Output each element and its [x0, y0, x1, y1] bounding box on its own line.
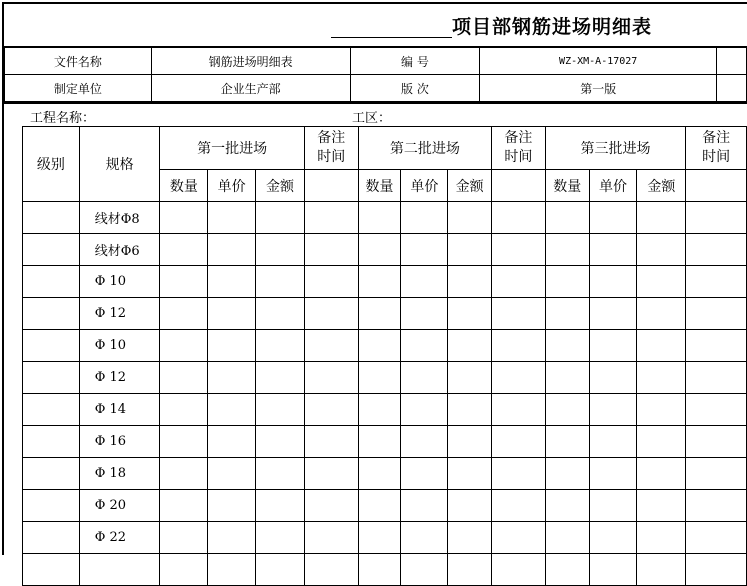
batch-2-qty-cell[interactable]: [358, 298, 401, 330]
title-row: [4, 4, 747, 48]
table-row: [23, 266, 747, 298]
batch-1-amount-cell[interactable]: [256, 234, 305, 266]
batch-2-note-cell[interactable]: [492, 266, 546, 298]
spec-cell[interactable]: 线材Φ6: [79, 234, 160, 266]
batch-1-qty-cell[interactable]: [160, 394, 208, 426]
batch-3-note-cell[interactable]: [686, 490, 747, 522]
table-row: [23, 522, 747, 554]
work-area-label: 工区：: [352, 111, 392, 126]
batch-3-note-cell[interactable]: [686, 234, 747, 266]
batch-2-price-header: 单价: [401, 170, 448, 202]
batch-3-note-cell[interactable]: [686, 202, 747, 234]
spec-cell[interactable]: Φ 18: [79, 458, 160, 490]
rebar-table: [22, 126, 747, 586]
level-cell[interactable]: [23, 202, 80, 234]
batch-1-price-cell[interactable]: [208, 458, 256, 490]
batch-1-amount-cell[interactable]: [256, 330, 305, 362]
level-cell[interactable]: [23, 522, 80, 554]
spec-header: 规格: [79, 127, 160, 202]
batch-2-price-cell[interactable]: [401, 394, 448, 426]
meta-table: [4, 47, 747, 102]
level-cell[interactable]: [23, 554, 80, 586]
number-value[interactable]: WZ-XM-A-17027: [480, 48, 717, 75]
batch-3-price-cell[interactable]: [589, 202, 637, 234]
batch-1-amount-cell[interactable]: [256, 522, 305, 554]
meta-row-unit: [5, 75, 747, 102]
batch-1-header: 第一批进场: [160, 127, 304, 170]
batch-1-qty-cell[interactable]: [160, 266, 208, 298]
batch-1-qty-cell[interactable]: [160, 202, 208, 234]
batch-1-amount-cell[interactable]: [256, 394, 305, 426]
batch-3-qty-cell[interactable]: [545, 458, 589, 490]
level-cell[interactable]: [23, 490, 80, 522]
edition-label: 版 次: [350, 75, 480, 102]
batch-2-qty-cell[interactable]: [358, 554, 401, 586]
batch-2-price-cell[interactable]: [401, 330, 448, 362]
batch-1-qty-cell[interactable]: [160, 490, 208, 522]
batch-1-note-cell[interactable]: [304, 394, 358, 426]
batch-2-price-cell[interactable]: [401, 266, 448, 298]
batch-3-price-cell[interactable]: [589, 266, 637, 298]
batch-1-note-cell[interactable]: [304, 522, 358, 554]
batch-1-price-cell[interactable]: [208, 394, 256, 426]
batch-1-note-cell[interactable]: [304, 266, 358, 298]
batch-2-qty-cell[interactable]: [358, 394, 401, 426]
batch-2-note-cell[interactable]: [492, 394, 546, 426]
meta-extra-cell[interactable]: [717, 48, 747, 75]
batch-3-qty-cell[interactable]: [545, 522, 589, 554]
table-row: [23, 330, 747, 362]
batch-2-price-cell[interactable]: [401, 522, 448, 554]
batch-2-amount-cell[interactable]: [448, 522, 492, 554]
batch-3-note-cell[interactable]: [686, 522, 747, 554]
batch-1-note-cell[interactable]: [304, 234, 358, 266]
batch-2-note-header: 备注时间: [492, 127, 546, 170]
meta-extra-cell[interactable]: [717, 75, 747, 102]
batch-3-note-cell[interactable]: [686, 426, 747, 458]
batch-3-note-cell[interactable]: [686, 298, 747, 330]
batch-3-price-cell[interactable]: [589, 362, 637, 394]
table-row: [23, 298, 747, 330]
batch-2-price-cell[interactable]: [401, 426, 448, 458]
table-row: [23, 362, 747, 394]
batch-2-price-cell[interactable]: [401, 202, 448, 234]
batch-3-amount-cell[interactable]: [637, 202, 686, 234]
batch-2-price-cell[interactable]: [401, 362, 448, 394]
batch-2-qty-cell[interactable]: [358, 426, 401, 458]
batch-1-amount-cell[interactable]: [256, 202, 305, 234]
batch-1-amount-cell[interactable]: [256, 266, 305, 298]
level-cell[interactable]: [23, 362, 80, 394]
batch-3-qty-cell[interactable]: [545, 426, 589, 458]
batch-2-qty-header: 数量: [358, 170, 401, 202]
batch-3-qty-cell[interactable]: [545, 202, 589, 234]
batch-1-qty-cell[interactable]: [160, 298, 208, 330]
batch-1-note-cell[interactable]: [304, 330, 358, 362]
batch-2-amount-cell[interactable]: [448, 362, 492, 394]
batch-3-amount-cell[interactable]: [637, 362, 686, 394]
batch-2-note-cell[interactable]: [492, 170, 546, 202]
batch-2-qty-cell[interactable]: [358, 490, 401, 522]
batch-2-amount-cell[interactable]: [448, 554, 492, 586]
batch-2-note-cell[interactable]: [492, 330, 546, 362]
batch-1-price-cell[interactable]: [208, 202, 256, 234]
batch-3-qty-cell[interactable]: [545, 266, 589, 298]
title-blank-line[interactable]: [331, 37, 452, 38]
batch-1-note-cell[interactable]: [304, 202, 358, 234]
header-row-1: [23, 127, 747, 170]
batch-3-price-cell[interactable]: [589, 522, 637, 554]
batch-3-amount-cell[interactable]: [637, 490, 686, 522]
batch-1-price-cell[interactable]: [208, 298, 256, 330]
batch-3-amount-header: 金额: [637, 170, 686, 202]
batch-3-qty-cell[interactable]: [545, 490, 589, 522]
batch-2-price-cell[interactable]: [401, 458, 448, 490]
spec-cell[interactable]: Φ 14: [79, 394, 160, 426]
batch-3-amount-cell[interactable]: [637, 234, 686, 266]
spec-cell[interactable]: 线材Φ8: [79, 202, 160, 234]
level-cell[interactable]: [23, 394, 80, 426]
batch-3-price-cell[interactable]: [589, 554, 637, 586]
batch-2-amount-cell[interactable]: [448, 490, 492, 522]
level-cell[interactable]: [23, 234, 80, 266]
batch-1-note-cell[interactable]: [304, 554, 358, 586]
batch-3-amount-cell[interactable]: [637, 298, 686, 330]
batch-3-qty-cell[interactable]: [545, 330, 589, 362]
batch-3-note-cell[interactable]: [686, 362, 747, 394]
batch-3-note-cell[interactable]: [686, 266, 747, 298]
batch-1-price-cell[interactable]: [208, 266, 256, 298]
batch-3-qty-cell[interactable]: [545, 394, 589, 426]
batch-1-qty-cell[interactable]: [160, 330, 208, 362]
batch-1-amount-cell[interactable]: [256, 554, 305, 586]
level-cell[interactable]: [23, 298, 80, 330]
batch-3-price-cell[interactable]: [589, 298, 637, 330]
batch-3-price-cell[interactable]: [589, 234, 637, 266]
batch-1-price-cell[interactable]: [208, 554, 256, 586]
spec-cell[interactable]: [79, 554, 160, 586]
batch-1-qty-header: 数量: [160, 170, 208, 202]
batch-2-note-cell[interactable]: [492, 298, 546, 330]
batch-2-qty-cell[interactable]: [358, 266, 401, 298]
table-row: [23, 490, 747, 522]
batch-1-note-cell[interactable]: [304, 170, 358, 202]
batch-3-amount-cell[interactable]: [637, 330, 686, 362]
batch-1-note-cell[interactable]: [304, 426, 358, 458]
number-label: 编 号: [350, 48, 480, 75]
batch-3-price-cell[interactable]: [589, 458, 637, 490]
meta-divider: [4, 102, 747, 104]
batch-1-amount-cell[interactable]: [256, 490, 305, 522]
batch-3-amount-cell[interactable]: [637, 266, 686, 298]
batch-1-qty-cell[interactable]: [160, 234, 208, 266]
batch-1-amount-cell[interactable]: [256, 362, 305, 394]
batch-3-price-cell[interactable]: [589, 394, 637, 426]
batch-3-note-cell[interactable]: [686, 170, 747, 202]
batch-2-note-cell[interactable]: [492, 234, 546, 266]
project-name-label: 工程名称：: [30, 111, 96, 126]
spec-cell[interactable]: Φ 16: [79, 426, 160, 458]
edition-value[interactable]: 第一版: [480, 75, 717, 102]
batch-2-note-cell[interactable]: [492, 554, 546, 586]
batch-1-price-cell[interactable]: [208, 330, 256, 362]
table-row: [23, 394, 747, 426]
batch-1-price-header: 单价: [208, 170, 256, 202]
batch-2-header: 第二批进场: [358, 127, 491, 170]
batch-2-amount-cell[interactable]: [448, 298, 492, 330]
spec-cell[interactable]: Φ 20: [79, 490, 160, 522]
batch-3-amount-cell[interactable]: [637, 394, 686, 426]
batch-2-note-cell[interactable]: [492, 458, 546, 490]
batch-1-price-cell[interactable]: [208, 234, 256, 266]
batch-1-amount-cell[interactable]: [256, 298, 305, 330]
spec-cell[interactable]: Φ 12: [79, 298, 160, 330]
batch-1-price-cell[interactable]: [208, 490, 256, 522]
level-cell[interactable]: [23, 458, 80, 490]
batch-3-price-cell[interactable]: [589, 330, 637, 362]
batch-3-amount-cell[interactable]: [637, 554, 686, 586]
batch-2-note-cell[interactable]: [492, 362, 546, 394]
batch-1-note-cell[interactable]: [304, 490, 358, 522]
batch-2-amount-cell[interactable]: [448, 426, 492, 458]
batch-1-qty-cell[interactable]: [160, 362, 208, 394]
batch-2-note-cell[interactable]: [492, 522, 546, 554]
batch-3-price-header: 单价: [589, 170, 637, 202]
batch-3-amount-cell[interactable]: [637, 522, 686, 554]
batch-1-qty-cell[interactable]: [160, 522, 208, 554]
batch-1-amount-header: 金额: [256, 170, 305, 202]
batch-2-qty-cell[interactable]: [358, 330, 401, 362]
level-cell[interactable]: [23, 330, 80, 362]
batch-2-amount-cell[interactable]: [448, 330, 492, 362]
batch-1-amount-cell[interactable]: [256, 426, 305, 458]
unit-value[interactable]: 企业生产部: [151, 75, 350, 102]
level-cell[interactable]: [23, 426, 80, 458]
file-name-label: 文件名称: [5, 48, 152, 75]
batch-2-note-cell[interactable]: [492, 202, 546, 234]
batch-2-qty-cell[interactable]: [358, 458, 401, 490]
meta-row-file: [5, 48, 747, 75]
batch-3-price-cell[interactable]: [589, 426, 637, 458]
batch-1-price-cell[interactable]: [208, 426, 256, 458]
batch-3-note-cell[interactable]: [686, 458, 747, 490]
batch-3-amount-cell[interactable]: [637, 458, 686, 490]
batch-3-qty-cell[interactable]: [545, 362, 589, 394]
batch-2-amount-cell[interactable]: [448, 266, 492, 298]
batch-2-amount-cell[interactable]: [448, 458, 492, 490]
batch-2-amount-cell[interactable]: [448, 202, 492, 234]
batch-3-header: 第三批进场: [545, 127, 685, 170]
batch-2-amount-header: 金额: [448, 170, 492, 202]
batch-2-price-cell[interactable]: [401, 490, 448, 522]
batch-1-note-header: 备注时间: [304, 127, 358, 170]
table-row: [23, 202, 747, 234]
batch-1-qty-cell[interactable]: [160, 554, 208, 586]
spec-cell[interactable]: Φ 22: [79, 522, 160, 554]
table-row: [23, 554, 747, 586]
batch-1-note-cell[interactable]: [304, 298, 358, 330]
batch-2-note-cell[interactable]: [492, 490, 546, 522]
batch-3-qty-header: 数量: [545, 170, 589, 202]
unit-label: 制定单位: [5, 75, 152, 102]
batch-1-price-cell[interactable]: [208, 522, 256, 554]
batch-3-qty-cell[interactable]: [545, 298, 589, 330]
batch-3-amount-cell[interactable]: [637, 426, 686, 458]
batch-2-qty-cell[interactable]: [358, 362, 401, 394]
table-row: [23, 426, 747, 458]
batch-1-note-cell[interactable]: [304, 362, 358, 394]
batch-3-note-header: 备注时间: [686, 127, 747, 170]
batch-1-qty-cell[interactable]: [160, 426, 208, 458]
batch-2-qty-cell[interactable]: [358, 522, 401, 554]
file-name-value[interactable]: 钢筋进场明细表: [151, 48, 350, 75]
batch-3-note-cell[interactable]: [686, 554, 747, 586]
batch-2-qty-cell[interactable]: [358, 234, 401, 266]
batch-3-note-cell[interactable]: [686, 394, 747, 426]
batch-2-amount-cell[interactable]: [448, 394, 492, 426]
batch-2-note-cell[interactable]: [492, 426, 546, 458]
batch-1-amount-cell[interactable]: [256, 458, 305, 490]
level-cell[interactable]: [23, 266, 80, 298]
spec-cell[interactable]: Φ 10: [79, 330, 160, 362]
batch-2-price-cell[interactable]: [401, 234, 448, 266]
batch-1-price-cell[interactable]: [208, 362, 256, 394]
spec-cell[interactable]: Φ 10: [79, 266, 160, 298]
table-row: [23, 234, 747, 266]
batch-3-note-cell[interactable]: [686, 330, 747, 362]
batch-1-qty-cell[interactable]: [160, 458, 208, 490]
batch-1-note-cell[interactable]: [304, 458, 358, 490]
batch-3-price-cell[interactable]: [589, 490, 637, 522]
document-title: 项目部钢筋进场明细表: [452, 16, 653, 38]
spec-cell[interactable]: Φ 12: [79, 362, 160, 394]
batch-3-qty-cell[interactable]: [545, 554, 589, 586]
batch-3-qty-cell[interactable]: [545, 234, 589, 266]
batch-2-price-cell[interactable]: [401, 298, 448, 330]
batch-2-price-cell[interactable]: [401, 554, 448, 586]
batch-2-amount-cell[interactable]: [448, 234, 492, 266]
level-header: 级别: [23, 127, 80, 202]
table-row: [23, 458, 747, 490]
batch-2-qty-cell[interactable]: [358, 202, 401, 234]
